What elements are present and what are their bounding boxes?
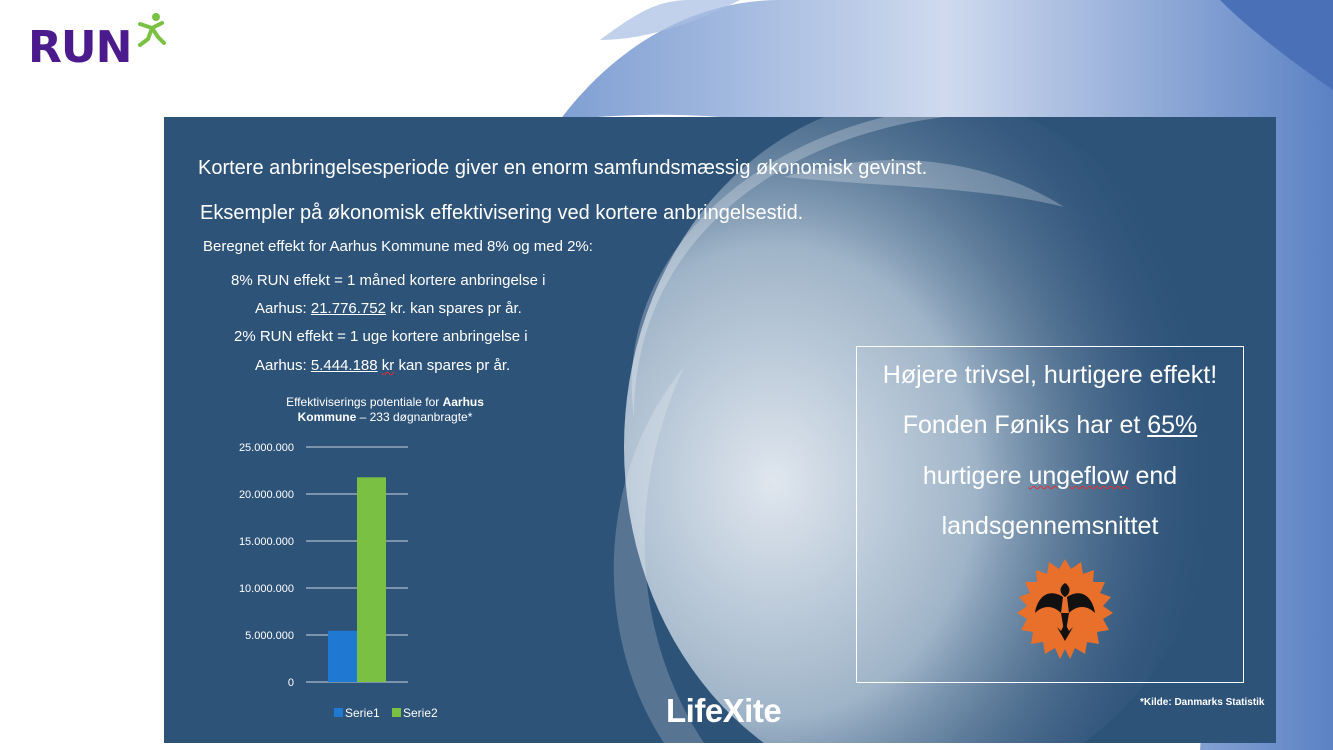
savings-prefix: Aarhus: — [255, 357, 311, 374]
effect-line-8pct: 8% RUN effekt = 1 måned kortere anbringelse i — [231, 272, 546, 289]
legend-swatch-serie2 — [392, 708, 401, 717]
bar-serie1 — [328, 631, 357, 682]
savings-prefix: Aarhus: — [255, 300, 311, 317]
y-tick-label: 0 — [287, 677, 294, 689]
savings-suffix: kr. kan spares pr år. — [385, 300, 522, 317]
phoenix-logo-icon — [1013, 557, 1117, 661]
currency-kr: kr — [381, 357, 395, 374]
savings-line-2pct — [255, 357, 510, 374]
savings-suffix: kan spares pr år. — [394, 357, 511, 374]
y-tick-label: 25.000.000 — [238, 442, 294, 454]
bar-chart — [224, 432, 484, 732]
chart-title: Effektiviserings potentiale for Aarhus Kommune – 233 døgnanbragte* — [286, 395, 484, 424]
callout-line-4: landsgennemsnittet — [941, 512, 1159, 540]
run-logo: RUN — [28, 22, 132, 73]
callout-ungeflow: ungeflow — [1028, 462, 1129, 490]
source-note: *Kilde: Danmarks Statistik — [1140, 697, 1265, 708]
savings-amount-8pct: 21.776.752 — [310, 300, 386, 317]
lifexite-logo: LifeXite — [666, 692, 782, 729]
legend-label-serie2: Serie2 — [403, 706, 438, 720]
slide-panel — [164, 117, 1276, 743]
effect-line-2pct: 2% RUN effekt = 1 uge kortere anbringelse i — [234, 328, 528, 345]
slide-heading: Kortere anbringelsesperiode giver en enorm samfundsmæssig økonomisk gevinst. — [198, 157, 928, 179]
y-tick-label: 10.000.000 — [238, 583, 294, 595]
savings-line-8pct — [255, 300, 522, 317]
legend-label-serie1: Serie1 — [345, 706, 380, 720]
callout-percentage: 65% — [1147, 411, 1198, 439]
legend-swatch-serie1 — [334, 708, 343, 717]
callout-line-1: Højere trivsel, hurtigere effekt! — [882, 361, 1218, 389]
y-tick-label: 5.000.000 — [245, 630, 294, 642]
callout-line-3: hurtigere ungeflow end — [922, 462, 1178, 490]
y-tick-label: 15.000.000 — [238, 536, 294, 548]
savings-amount-2pct: 5.444.188 — [310, 357, 378, 374]
slide-intro: Beregnet effekt for Aarhus Kommune med 8% og med 2%: — [203, 238, 593, 255]
callout-box — [856, 346, 1244, 683]
callout-line-2: Fonden Føniks har et 65% — [902, 411, 1198, 439]
y-tick-label: 20.000.000 — [238, 489, 294, 501]
running-person-icon — [134, 12, 168, 48]
bar-serie2 — [357, 477, 386, 682]
slide-subheading: Eksempler på økonomisk effektivisering ved kortere anbringelsestid. — [200, 202, 804, 224]
